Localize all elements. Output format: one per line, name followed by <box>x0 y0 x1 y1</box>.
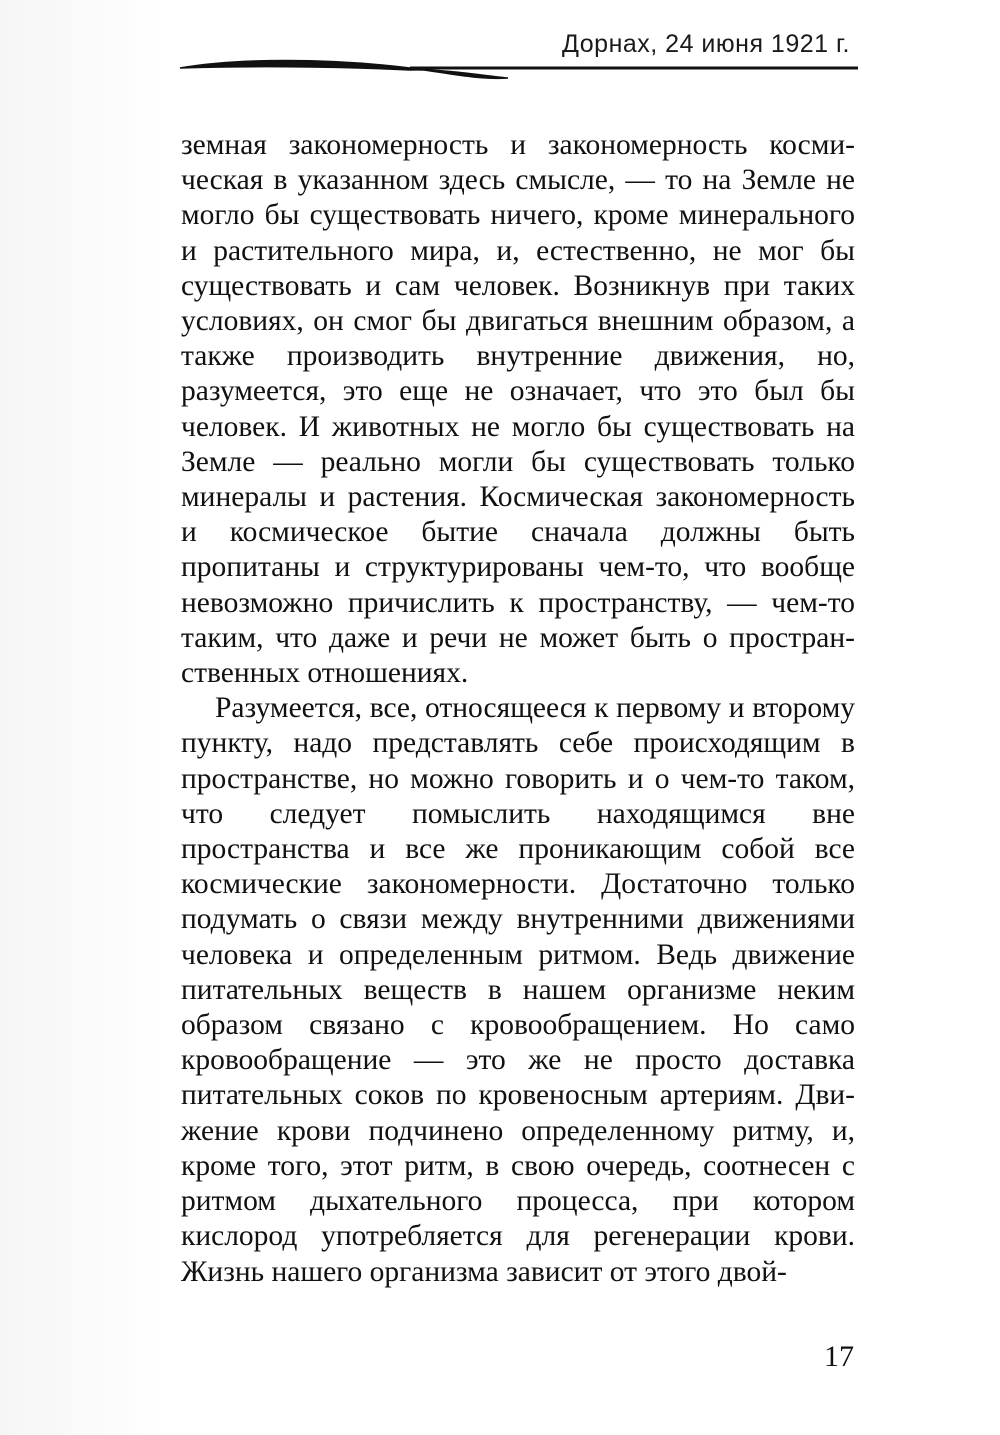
ornamental-rule <box>178 56 858 92</box>
paragraph-1: земная закономерность и закономерность космическая в указанном здесь смысле, — то на Земле не могло бы существовать ничего, кроме минерального и растительного мира, и, естественно, не мог бы существовать и сам человек. Возникнув при таких условиях, он смог бы двигаться внешним образом, а также производить внутренние движения, но, разумеется, это еще не означает, что это был бы человек. И животных не могло бы существовать на Земле — реально могли бы существовать только минералы и растения. Космическая закономерность и космическое бытие сначала должны быть пропитаны и структурированы чем-то, что вообще невозможно причислить к пространству, — чем-то таким, что даже и речи не может быть о пространственных отношениях. <box>181 129 855 690</box>
running-head: Дорнах, 24 июня 1921 г. <box>562 30 850 58</box>
body-text <box>181 128 855 1290</box>
paragraph-2: Разумеется, все, относящееся к первому и второму пункту, надо представлять себе происходящим в пространстве, но можно говорить и о чем-то таком, что следует помыслить находящимся вне пространства и все же проникающим собой все космические закономерности. Достаточно только подумать о связи между внутренними движениями человека и определенным ритмом. Ведь движение питательных веществ в нашем организме неким образом связано с кровообращением. Но само кровообращение — это же не просто доставка питательных соков по кровеносным артериям. Движение крови подчинено определенному ритму, и, кроме того, этот ритм, в свою очередь, соотнесен с ритмом дыхательного процесса, при котором кислород употребляется для регенерации крови. Жизнь нашего организма зависит от этого двой- <box>181 692 855 1288</box>
binding-shadow <box>0 0 165 1435</box>
page-number: 17 <box>824 1340 854 1373</box>
